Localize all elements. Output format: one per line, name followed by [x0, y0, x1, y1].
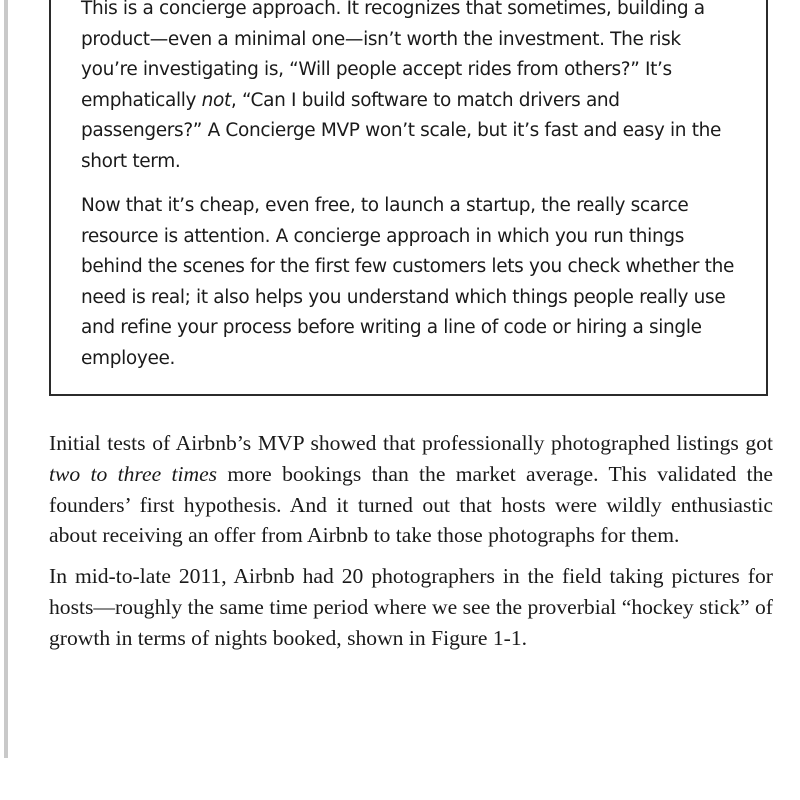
emphasis-text: two to three times	[49, 461, 218, 486]
body-paragraph	[49, 561, 773, 653]
sidebar-box	[49, 0, 768, 396]
text-run: Now that it’s cheap, even free, to launch a startup, the really scarce resource is attention. A concierge approach in which you run things behind the scenes for the first few customers lets you check whether the need is real; it also helps you understand which things people really use and refine your process before writing a line of code or hiring a single employee.	[81, 195, 734, 369]
body-text	[49, 428, 773, 654]
sidebar-paragraph	[81, 191, 740, 374]
sidebar-paragraph	[81, 0, 740, 177]
text-run: This is a concierge approach. It recognizes that sometimes, building a product—even a minimal one—isn’t worth the investment. The risk you’re investigating is, “Will people accept rides from others?” It’s emphatically	[81, 0, 705, 111]
text-run: Initial tests of Airbnb’s MVP showed that professionally photographed listings got	[49, 431, 773, 455]
text-run: In mid-to-late 2011, Airbnb had 20 photographers in the field taking pictures for hosts—roughly the same time period where we see the proverbial “hockey stick” of growth in terms of nights booked, shown in Figure 1-1.	[49, 564, 773, 650]
body-paragraph	[49, 428, 773, 551]
emphasis-text: not	[201, 89, 231, 111]
text-run: more bookings than the market average. This validated the founders’ first hypothesis. And it turned out that hosts were wildly enthusiastic about receiving an offer from Airbnb to take those photographs for them.	[49, 461, 773, 548]
text-run: , “Can I build software to match drivers and passengers?” A Concierge MVP won’t scale, but it’s fast and easy in the short term.	[81, 89, 722, 172]
page-margin-rule	[4, 0, 8, 758]
